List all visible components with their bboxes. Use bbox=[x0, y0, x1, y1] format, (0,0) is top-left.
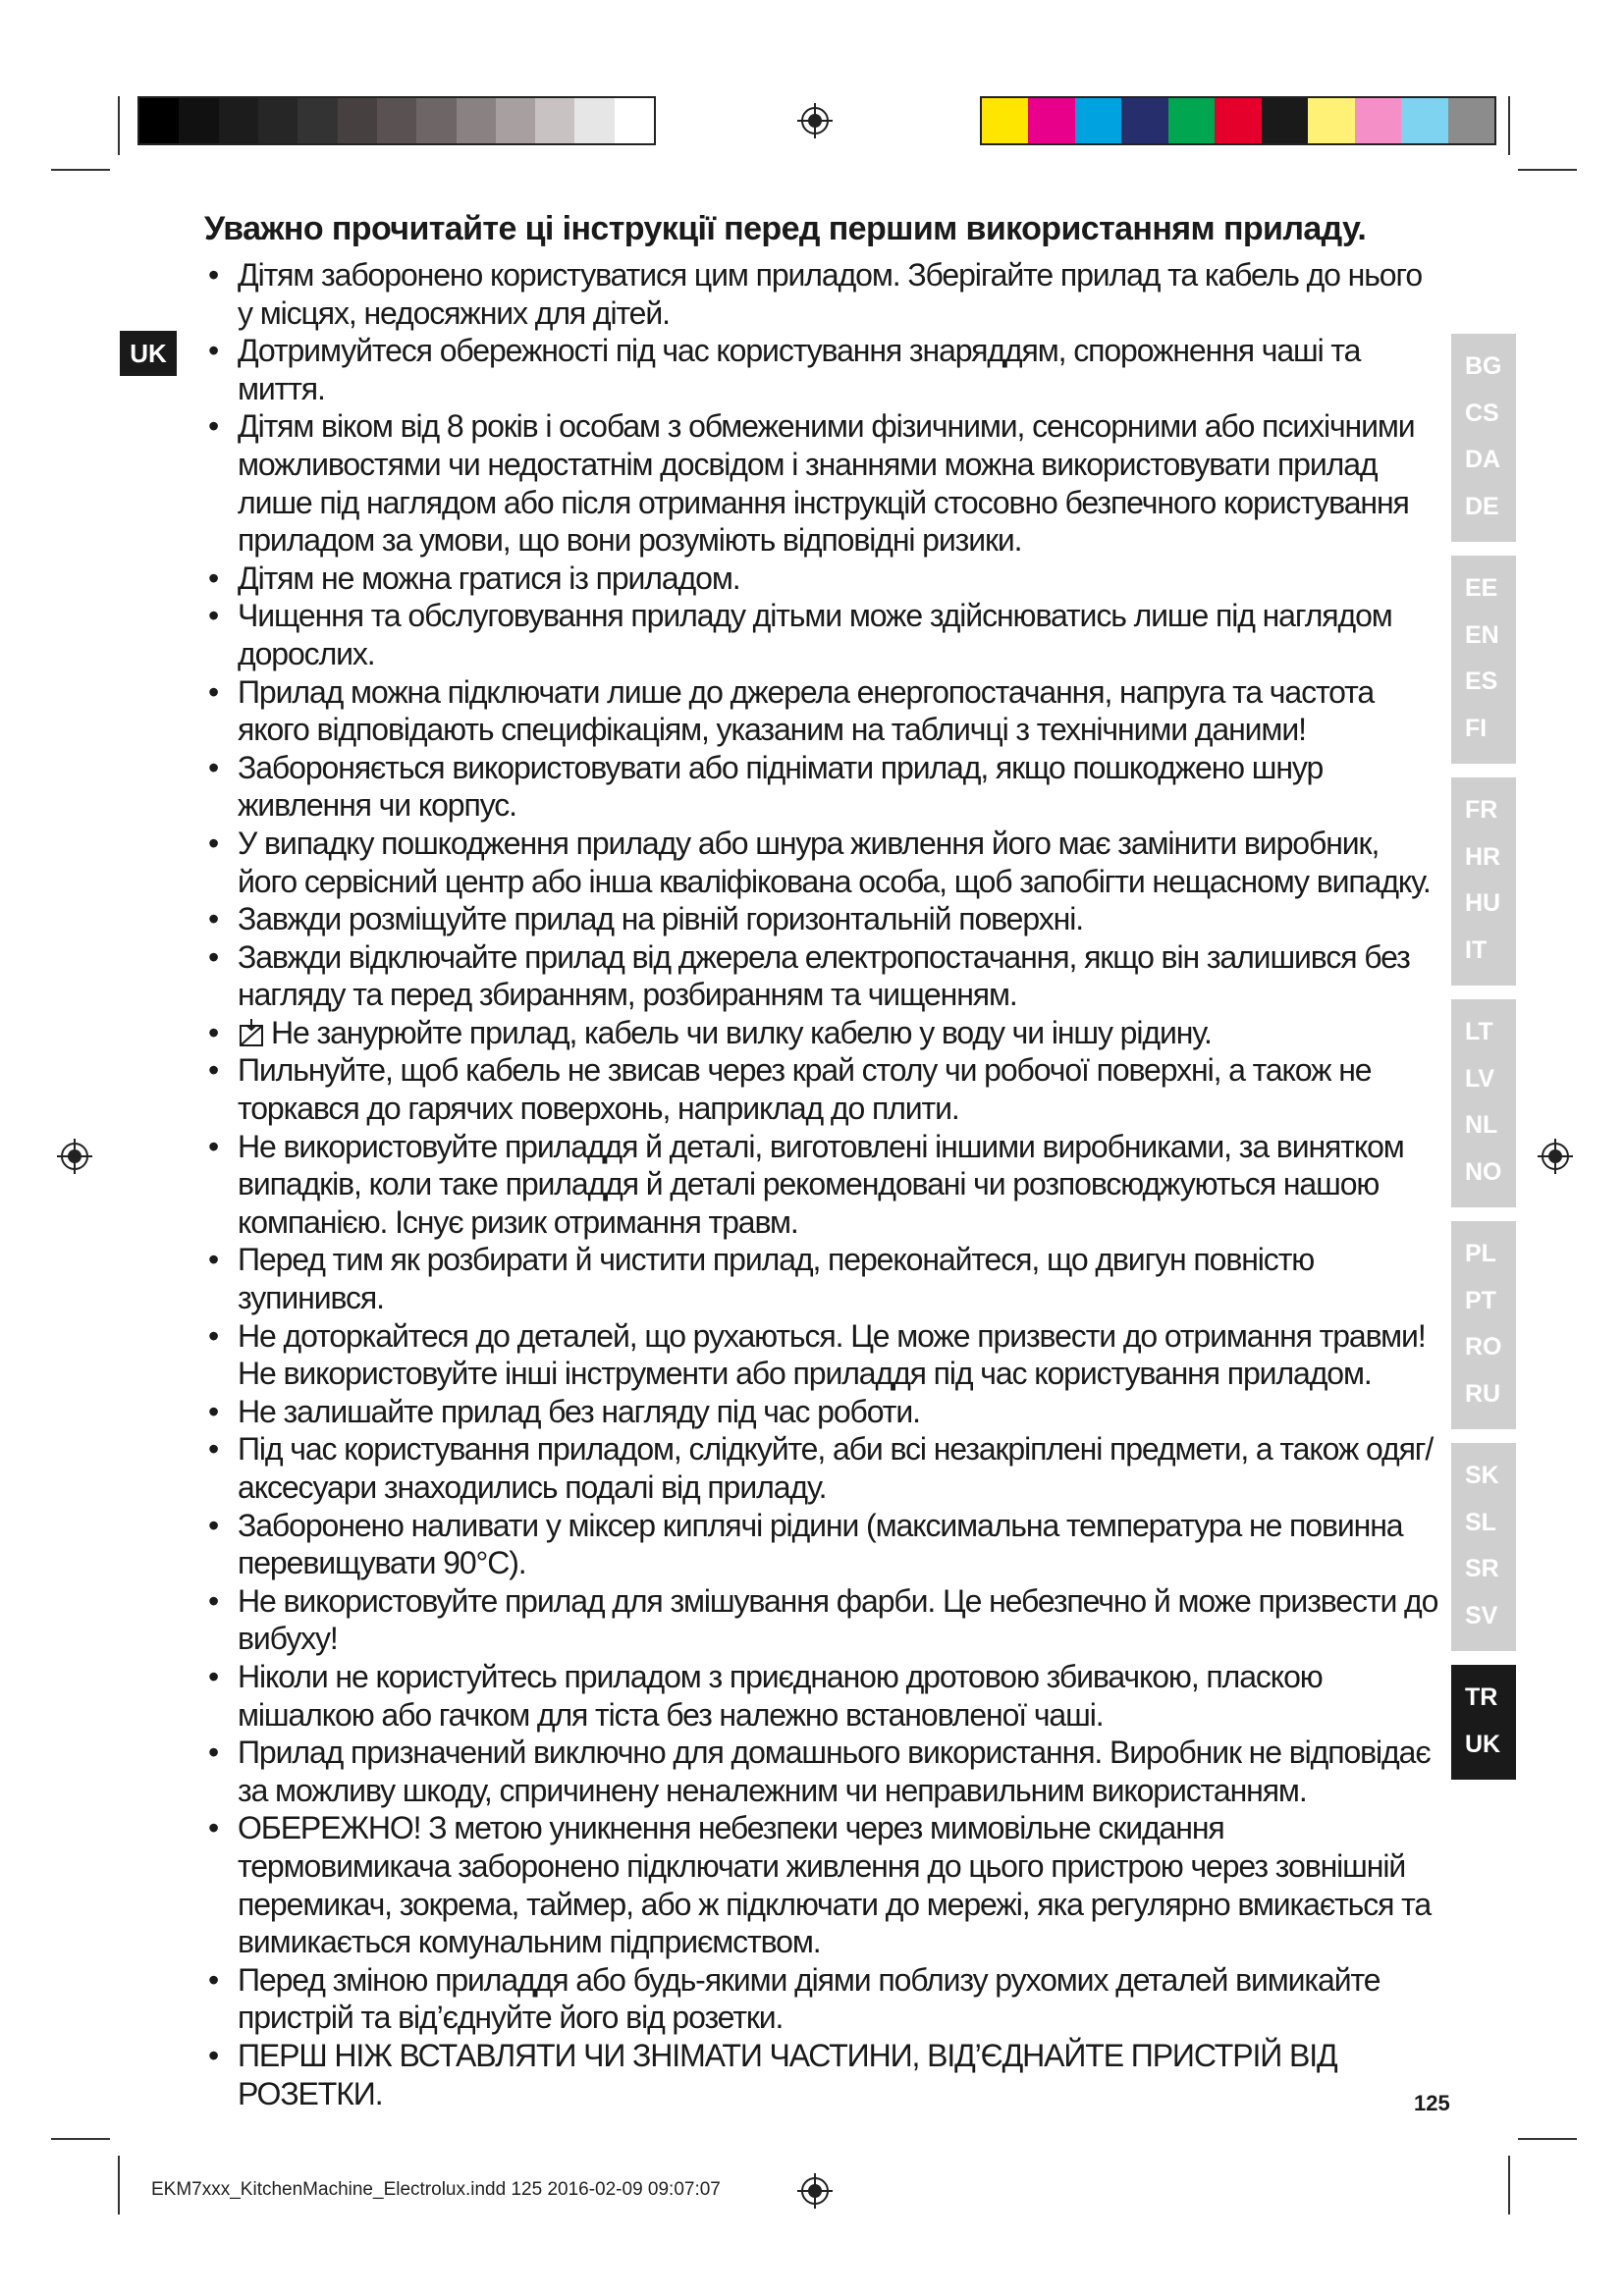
color-swatch bbox=[1262, 98, 1308, 143]
language-code: DA bbox=[1465, 446, 1501, 473]
language-code: PT bbox=[1465, 1286, 1496, 1314]
color-swatch bbox=[982, 98, 1028, 143]
bullet: • bbox=[208, 1242, 219, 1278]
instruction-text: Перед зміною приладдя або будь-якими діями поблизу рухомих деталей вимикайте пристрій та від’єднуйте його від розетки. bbox=[238, 1961, 1380, 2036]
gray-swatch bbox=[615, 98, 654, 143]
crop-mark bbox=[51, 2138, 110, 2140]
instruction-item bbox=[204, 407, 1443, 559]
instruction-text: Чищення та обслуговування приладу дітьми може здійснюватись лише під наглядом дорослих. bbox=[238, 598, 1392, 671]
instruction-list bbox=[204, 256, 1443, 2112]
registration-mark-icon bbox=[795, 2171, 835, 2211]
language-code: IT bbox=[1465, 935, 1488, 964]
language-code: SV bbox=[1465, 1601, 1498, 1629]
instruction-item bbox=[204, 1507, 1443, 1582]
language-code: FI bbox=[1465, 714, 1488, 742]
bullet: • bbox=[208, 749, 219, 785]
bullet: • bbox=[208, 598, 219, 634]
language-tab-uk: UK bbox=[120, 331, 177, 376]
instruction-text: Дітям не можна гратися із приладом. bbox=[238, 560, 740, 596]
registration-mark-icon bbox=[1536, 1137, 1575, 1176]
language-code: SR bbox=[1465, 1555, 1499, 1582]
instruction-item bbox=[204, 256, 1443, 332]
instruction-text: Завжди розміщуйте прилад на рівній горизонтальній поверхні. bbox=[238, 901, 1083, 937]
language-code: EE bbox=[1465, 574, 1498, 602]
instruction-item bbox=[204, 1734, 1443, 1809]
bullet: • bbox=[208, 1052, 219, 1089]
gray-swatch bbox=[139, 98, 179, 143]
crop-mark bbox=[118, 2156, 120, 2215]
instruction-item bbox=[204, 900, 1443, 938]
instruction-text: Не доторкайтеся до деталей, що рухаються. Це може призвести до отримання травми! Не використовуйте інші інструменти або приладдя під час користування приладом. bbox=[238, 1317, 1426, 1392]
language-code: TR bbox=[1465, 1683, 1498, 1711]
instruction-item bbox=[204, 597, 1443, 672]
instruction-text: Не використовуйте приладдя й деталі, виготовлені іншими виробниками, за винятком випадків, коли таке приладдя й деталі рекомендовані чи розповсюджуються нашою компанією. Існує ризик отримання травм. bbox=[238, 1128, 1404, 1240]
bullet: • bbox=[208, 1810, 219, 1846]
instruction-text: Ніколи не користуйтесь приладом з приєднаною дротовою збивачкою, пласкою мішалкою або гачком для тіста без належно встановленої чаші. bbox=[238, 1658, 1323, 1733]
language-group bbox=[1451, 334, 1516, 542]
gray-swatch bbox=[457, 98, 496, 143]
registration-mark-icon bbox=[55, 1137, 94, 1176]
language-code: BG bbox=[1465, 352, 1502, 380]
instruction-item bbox=[204, 1393, 1443, 1431]
language-code: RU bbox=[1465, 1379, 1501, 1408]
color-swatch bbox=[1401, 98, 1447, 143]
bullet: • bbox=[208, 1393, 219, 1429]
language-code: SL bbox=[1465, 1508, 1496, 1536]
language-code: NL bbox=[1465, 1111, 1498, 1139]
instruction-item bbox=[204, 1014, 1443, 1052]
instruction-text: Перед тим як розбирати й чистити прилад, переконайтеся, що двигун повністю зупинився. bbox=[238, 1242, 1315, 1316]
page-number: 125 bbox=[1414, 2091, 1450, 2115]
instruction-item bbox=[204, 332, 1443, 407]
language-group bbox=[1451, 1443, 1516, 1651]
instruction-text: Не залишайте прилад без нагляду під час роботи. bbox=[238, 1393, 920, 1429]
bullet: • bbox=[208, 1582, 219, 1619]
instruction-text: Не використовуйте прилад для змішування фарби. Це небезпечно й може призвести до вибуху! bbox=[238, 1582, 1438, 1657]
language-code: HR bbox=[1465, 842, 1501, 871]
instruction-text: Забороняється використовувати або піднімати прилад, якщо пошкоджено шнур живлення чи корпус. bbox=[238, 749, 1324, 824]
bullet: • bbox=[208, 257, 219, 293]
color-swatch bbox=[1215, 98, 1261, 143]
color-swatch bbox=[1075, 98, 1121, 143]
language-group bbox=[1451, 556, 1516, 764]
language-code: RO bbox=[1465, 1333, 1502, 1361]
color-swatch bbox=[1028, 98, 1074, 143]
gray-swatch bbox=[179, 98, 218, 143]
instruction-text: Під час користування приладом, слідкуйте, аби всі незакріплені предмети, а також одяг/аксесуари знаходились подалі від приладу. bbox=[238, 1431, 1434, 1505]
language-code: PL bbox=[1465, 1240, 1496, 1267]
bullet: • bbox=[208, 1735, 219, 1771]
crop-mark bbox=[1508, 96, 1510, 155]
instruction-item bbox=[204, 1241, 1443, 1316]
gray-swatch bbox=[219, 98, 258, 143]
instruction-item bbox=[204, 560, 1443, 598]
gray-swatch bbox=[258, 98, 298, 143]
language-code: FR bbox=[1465, 796, 1498, 824]
print-slug: EKM7xxx_KitchenMachine_Electrolux.indd 125 2016-02-09 09:07:07 bbox=[151, 2179, 721, 2200]
instruction-text: Прилад призначений виключно для домашнього використання. Виробник не відповідає за можливу шкоду, спричинену неналежним чи неправильним використанням. bbox=[238, 1735, 1431, 1808]
instruction-item bbox=[204, 1582, 1443, 1658]
gray-swatch bbox=[298, 98, 337, 143]
gray-swatch bbox=[535, 98, 574, 143]
instruction-item bbox=[204, 1430, 1443, 1506]
bullet: • bbox=[208, 1431, 219, 1468]
crop-mark bbox=[51, 169, 110, 171]
gray-swatch bbox=[496, 98, 535, 143]
language-code: EN bbox=[1465, 620, 1499, 649]
page-heading: Уважно прочитайте ці інструкції перед першим використанням приладу. bbox=[204, 210, 1367, 247]
instruction-item bbox=[204, 938, 1443, 1014]
color-calibration-bar bbox=[980, 96, 1496, 145]
bullet: • bbox=[208, 825, 219, 861]
instruction-text: У випадку пошкодження приладу або шнура живлення його має замінити виробник, його сервісний центр або інша кваліфікована особа, щоб запобігти нещасному випадку. bbox=[238, 825, 1431, 899]
instruction-item bbox=[204, 2037, 1443, 2112]
color-swatch bbox=[1121, 98, 1167, 143]
language-code: SK bbox=[1465, 1462, 1499, 1489]
gray-swatch bbox=[377, 98, 416, 143]
bullet: • bbox=[208, 333, 219, 369]
instruction-item bbox=[204, 1051, 1443, 1127]
instruction-text: Пильнуйте, щоб кабель не звисав через край столу чи робочої поверхні, а також не торкався до гарячих поверхонь, наприклад до плити. bbox=[238, 1052, 1372, 1127]
instruction-item bbox=[204, 1961, 1443, 2037]
instruction-text: Заборонено наливати у міксер киплячі рідини (максимальна температура не повинна перевищувати 90°C). bbox=[238, 1507, 1403, 1581]
instruction-text: Дотримуйтеся обережності під час користування знаряддям, спорожнення чаші та миття. bbox=[238, 333, 1361, 406]
bullet: • bbox=[208, 2037, 219, 2073]
bullet: • bbox=[208, 1128, 219, 1164]
bullet: • bbox=[208, 938, 219, 975]
color-swatch bbox=[1448, 98, 1494, 143]
color-swatch bbox=[1308, 98, 1354, 143]
bullet: • bbox=[208, 901, 219, 937]
instruction-item bbox=[204, 825, 1443, 900]
language-group bbox=[1451, 777, 1516, 986]
language-code: DE bbox=[1465, 492, 1499, 520]
language-group bbox=[1451, 1221, 1516, 1429]
bullet: • bbox=[208, 1317, 219, 1354]
instruction-item bbox=[204, 1317, 1443, 1393]
gray-swatch bbox=[416, 98, 456, 143]
instruction-item bbox=[204, 1658, 1443, 1734]
language-code: NO bbox=[1465, 1157, 1502, 1186]
crop-mark bbox=[1508, 2156, 1510, 2215]
gray-swatch bbox=[338, 98, 377, 143]
language-group bbox=[1451, 1665, 1516, 1780]
bullet: • bbox=[208, 1014, 219, 1050]
instruction-item bbox=[204, 673, 1443, 749]
instruction-text: Дітям заборонено користуватися цим приладом. Зберігайте прилад та кабель до нього у місцях, недосяжних для дітей. bbox=[238, 257, 1423, 331]
bullet: • bbox=[208, 673, 219, 710]
language-code: UK bbox=[1465, 1730, 1501, 1758]
gray-swatch bbox=[574, 98, 614, 143]
language-group bbox=[1451, 999, 1516, 1207]
safety-instructions bbox=[204, 210, 1443, 2112]
bullet: • bbox=[208, 1658, 219, 1694]
crop-mark bbox=[1518, 169, 1577, 171]
instruction-text: ОБЕРЕЖНО! З метою уникнення небезпеки через мимовільне скидання термовимикача заборонено підключати живлення до цього пристрою через зовнішній перемикач, зокрема, таймер, або ж підключати до мережі, яка регулярно вмикається та вимикається комунальним підприємством. bbox=[238, 1810, 1432, 1960]
language-code: ES bbox=[1465, 667, 1498, 695]
do-not-immerse-icon bbox=[238, 1018, 267, 1047]
instruction-text: Завжди відключайте прилад від джерела електропостачання, якщо він залишився без нагляду та перед збиранням, розбиранням та чищенням. bbox=[238, 938, 1410, 1013]
language-index-sidebar bbox=[1451, 334, 1516, 1793]
language-code: HU bbox=[1465, 889, 1501, 917]
color-swatch bbox=[1168, 98, 1215, 143]
bullet: • bbox=[208, 1961, 219, 1998]
language-code: LT bbox=[1465, 1018, 1493, 1045]
crop-mark bbox=[118, 96, 120, 155]
bullet: • bbox=[208, 560, 219, 596]
color-swatch bbox=[1355, 98, 1401, 143]
grayscale-calibration-bar bbox=[137, 96, 656, 145]
language-code: CS bbox=[1465, 399, 1499, 427]
instruction-text: Прилад можна підключати лише до джерела енергопостачання, напруга та частота якого відповідають специфікаціям, указаним на табличці з технічними даними! bbox=[238, 673, 1375, 748]
instruction-text: ПЕРШ НІЖ ВСТАВЛЯТИ ЧИ ЗНІМАТИ ЧАСТИНИ, ВІД’ЄДНАЙТЕ ПРИСТРІЙ ВІД РОЗЕТКИ. bbox=[238, 2037, 1337, 2111]
bullet: • bbox=[208, 1507, 219, 1543]
crop-mark bbox=[1518, 2138, 1577, 2140]
instruction-item bbox=[204, 1809, 1443, 1960]
registration-mark-icon bbox=[795, 101, 835, 140]
language-code: LV bbox=[1465, 1064, 1495, 1093]
instruction-item bbox=[204, 749, 1443, 825]
bullet: • bbox=[208, 408, 219, 445]
instruction-text: Дітям віком від 8 років і особам з обмеженими фізичними, сенсорними або психічними можливостями чи недостатнім досвідом і знаннями можна використовувати прилад лише під наглядом або після отримання інструкцій стосовно безпечного користування приладом за умови, що вони розуміють відповідні ризики. bbox=[238, 408, 1415, 559]
instruction-item bbox=[204, 1128, 1443, 1242]
instruction-text: Не занурюйте прилад, кабель чи вилку кабелю у воду чи іншу рідину. bbox=[271, 1014, 1212, 1050]
